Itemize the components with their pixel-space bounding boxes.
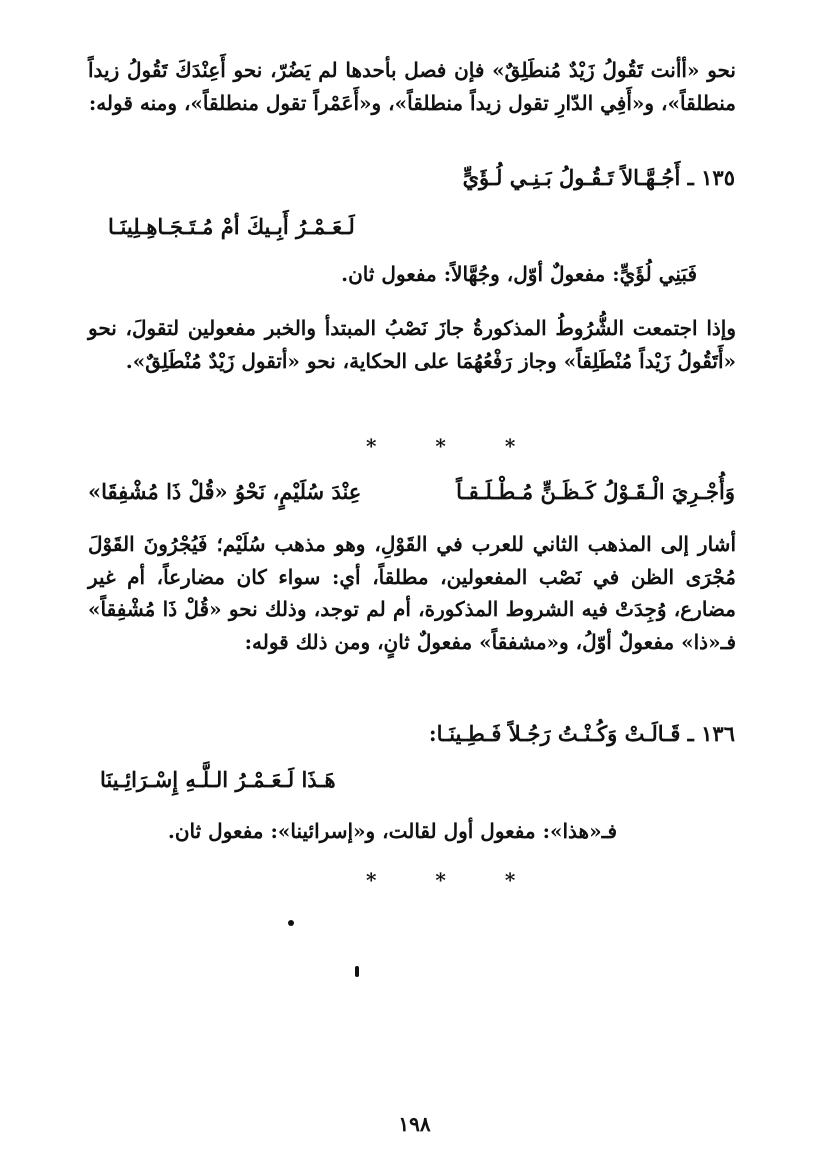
scan-speck-1 xyxy=(288,920,294,926)
section-separator-2: * * * xyxy=(366,868,542,892)
verse-135-second-hemistich: لَـعَـمْـرُ أَبِـيكَ أمْ مُـتَـجَـاهِـلِينَـا xyxy=(108,214,355,239)
scan-speck-2 xyxy=(355,966,359,977)
section-separator-1: * * * xyxy=(366,434,542,458)
paragraph-conditions: وإذا اجتمعت الشُّرُوطُ المذكورةُ جازَ نَصْبُ المبتدأ والخبر مفعولين لتقولَ، نحو «أَتَقُولُ زَيْداً مُنْطَلِقاً» وجاز رَفْعُهُمَا على الحكاية، نحو «أتقول زَيْدٌ مُنْطَلِقٌ». xyxy=(88,316,736,373)
verse-136-second-hemistich: هَـذَا لَـعَـمْـرُ الـلَّـهِ إِسْـرَائِـينَا xyxy=(100,767,336,792)
verse-136-first-hemistich: ١٣٦ ـ قَـالَـتْ وَكُـنْـتُ رَجُـلاً فَـطِـينَـا: xyxy=(428,721,735,746)
verse-135-explanation: فَبَنِي لُؤَيٍّ: مفعولٌ أوّل، وجُهَّالاً: مفعول ثان. xyxy=(341,262,697,286)
verse-136-explanation: فـ«هذا»: مفعول أول لقالت، و«إسرائينا»: مفعول ثان. xyxy=(167,819,617,843)
paragraph-opening: نحو «أأنت تَقُولُ زَيْدٌ مُنطَلِقٌ» فإن فصل بأحدها لم يَضُرّ، نحو أَعِنْدَكَ تَقُولُ زيداً منطلقاً»، و«أَفِي الدّارِ تقول زيداً منطلقاً»، و«أَعَمْراً تقول منطلقاً»، ومنه قوله: xyxy=(88,58,736,115)
alfiyya-verse-first-hemistich: وَأُجْـرِيَ الْـقَـوْلُ كَـظَـنٍّ مُـطْـلَـقـاً xyxy=(456,479,735,504)
paragraph-commentary: أشار إلى المذهب الثاني للعرب في القَوْلِ، وهو مذهب سُلَيْم؛ فَيُجْرُونَ القَوْلَ مُجْرَى الظن في نَصْب المفعولين، مطلقاً، أي: سواء كان مضارعاً، أم غير مضارع، وُجِدَتْ فيه الشروط المذكورة، أم لم توجد، وذلك نحو «قُلْ ذَا مُشْفِقاً» فـ«ذا» مفعولٌ أوّلُ، و«مشفقاً» مفعولٌ ثانٍ، ومن ذلك قوله: xyxy=(88,532,736,654)
alfiyya-verse-second-hemistich: عِنْدَ سُلَيْمٍ، نَحْوُ «قُلْ ذَا مُشْفِقَا» xyxy=(88,479,362,504)
page-number: ١٩٨ xyxy=(398,1112,431,1136)
verse-135-first-hemistich: ١٣٥ ـ أَجُـهَّـالاً تَـقُـولُ بَـنِـي لُـؤَيٍّ xyxy=(462,165,735,190)
